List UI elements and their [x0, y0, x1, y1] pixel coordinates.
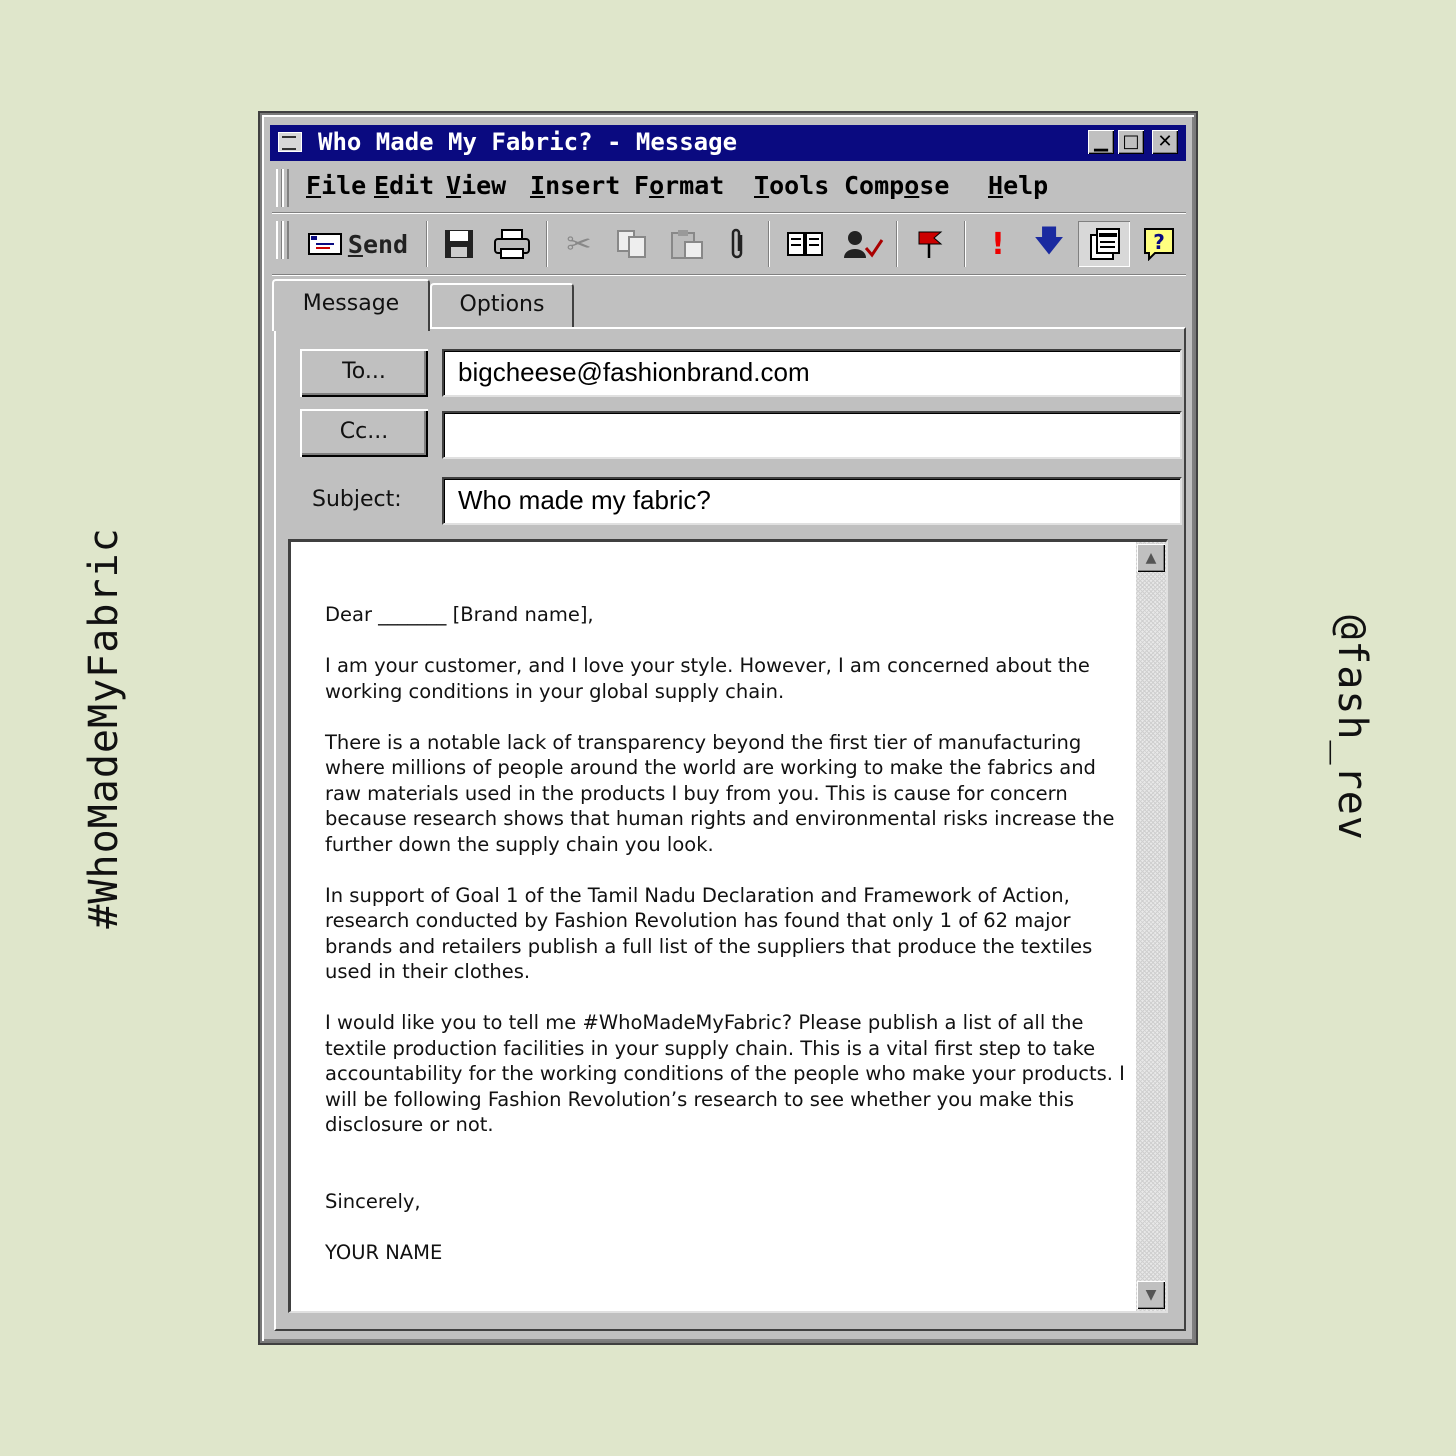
menu-view[interactable]: View [446, 171, 507, 200]
window-title: Who Made My Fabric? - Message [318, 128, 738, 156]
to-button[interactable]: To... [300, 349, 428, 397]
print-icon [493, 228, 531, 260]
toolbar-separator [964, 221, 966, 267]
attach-icon [729, 227, 747, 261]
minimize-icon: ▁ [1094, 131, 1108, 152]
paste-icon [669, 228, 705, 260]
menu-separator [272, 212, 1186, 214]
handle-side-text: @fash_rev [1329, 615, 1375, 841]
scroll-up-button[interactable] [1137, 544, 1165, 572]
properties-button[interactable] [1078, 221, 1130, 267]
toolbar-separator [426, 221, 428, 267]
close-button[interactable] [1152, 130, 1178, 154]
mail-message-icon [278, 132, 302, 152]
low-priority-icon: 🡇 [1033, 223, 1065, 259]
toolbar [272, 215, 1186, 273]
paste-button[interactable] [662, 221, 712, 267]
close-icon: ✕ [1157, 131, 1173, 152]
letter-closing: Sincerely, [325, 1189, 421, 1213]
cut-icon: ✂ [566, 226, 592, 262]
hashtag-side-text: #WhoMadeMyFabric [81, 527, 127, 929]
cc-button[interactable]: Cc... [300, 409, 428, 457]
flag-icon [916, 228, 946, 260]
copy-icon [615, 228, 649, 260]
tab-message[interactable]: Message [272, 279, 430, 331]
attach-button[interactable] [718, 221, 758, 267]
toolbar-separator-line [272, 274, 1186, 276]
copy-button[interactable] [608, 221, 656, 267]
subject-label: Subject: [312, 487, 402, 512]
print-button[interactable] [488, 221, 536, 267]
properties-icon [1087, 227, 1121, 261]
svg-text:?: ? [1153, 230, 1165, 254]
cut-button[interactable] [556, 221, 602, 267]
help-button[interactable] [1136, 221, 1182, 267]
check-names-icon [842, 228, 884, 260]
envelope-icon [308, 231, 342, 257]
menu-format[interactable]: Format [634, 171, 725, 200]
vertical-scrollbar[interactable] [1136, 542, 1166, 1311]
send-button[interactable]: Send [302, 221, 414, 267]
menu-edit[interactable]: Edit [374, 171, 435, 200]
scroll-down-button[interactable] [1137, 1281, 1165, 1309]
menu-compose[interactable]: Compose [844, 171, 950, 200]
menu-insert[interactable]: Insert [530, 171, 621, 200]
arrow-down-icon: ▼ [1145, 1287, 1157, 1303]
to-field[interactable]: bigcheese@fashionbrand.com [442, 349, 1182, 397]
letter-paragraph-2: There is a notable lack of transparency beyond the first tier of manufacturing where millions of people around the world are working to make the fabrics and raw materials used in the products I buy from you. This is cause for concern because research shows that human rights and environmental risks increase the further down the supply chain you look. [325, 730, 1115, 856]
letter-greeting: Dear _______ [Brand name], [325, 603, 594, 626]
cc-field[interactable] [442, 411, 1182, 459]
menu-grip-2[interactable] [282, 169, 289, 207]
toolbar-separator [546, 221, 548, 267]
high-priority-button[interactable] [976, 221, 1020, 267]
save-icon [443, 228, 475, 260]
menu-file[interactable]: File [306, 171, 367, 200]
toolbar-separator [896, 221, 898, 267]
low-priority-button[interactable] [1026, 221, 1072, 267]
address-book-button[interactable] [778, 221, 832, 267]
maximize-button[interactable] [1118, 130, 1144, 154]
menu-help[interactable]: Help [988, 171, 1049, 200]
maximize-icon: □ [1122, 131, 1140, 152]
check-names-button[interactable] [838, 221, 888, 267]
toolbar-separator [768, 221, 770, 267]
high-priority-icon: ! [991, 226, 1005, 262]
toolbar-grip-2[interactable] [282, 221, 289, 259]
letter-text [325, 602, 1125, 1291]
save-button[interactable] [436, 221, 482, 267]
letter-paragraph-1: I am your customer, and I love your style. However, I am concerned about the working conditions in your global supply chain. [325, 654, 1090, 703]
minimize-button[interactable] [1088, 130, 1114, 154]
letter-paragraph-4: I would like you to tell me #WhoMadeMyFabric? Please publish a list of all the textile production facilities in your supply chain. This is a vital first step to take accountability for the working conditions of the people who make your products. I will be following Fashion Revolution’s research to see whether you make this disclosure or not. [325, 1011, 1125, 1136]
help-icon [1143, 227, 1175, 261]
letter-signature: YOUR NAME [325, 1240, 443, 1264]
tab-options[interactable]: Options [430, 283, 574, 329]
menu-bar [272, 163, 1186, 211]
flag-button[interactable] [906, 221, 956, 267]
address-book-icon [786, 229, 824, 259]
menu-tools[interactable]: Tools [754, 171, 830, 200]
title-bar[interactable] [270, 125, 1186, 161]
message-window [260, 113, 1196, 1343]
message-body[interactable] [288, 539, 1168, 1313]
subject-field[interactable]: Who made my fabric? [442, 477, 1182, 525]
letter-paragraph-3: In support of Goal 1 of the Tamil Nadu Declaration and Framework of Action, research conducted by Fashion Revolution has found that only 1 of 62 major brands and retailers publish a full list of the suppliers that produce the textiles used in their clothes. [325, 883, 1093, 983]
arrow-up-icon: ▲ [1145, 550, 1157, 566]
